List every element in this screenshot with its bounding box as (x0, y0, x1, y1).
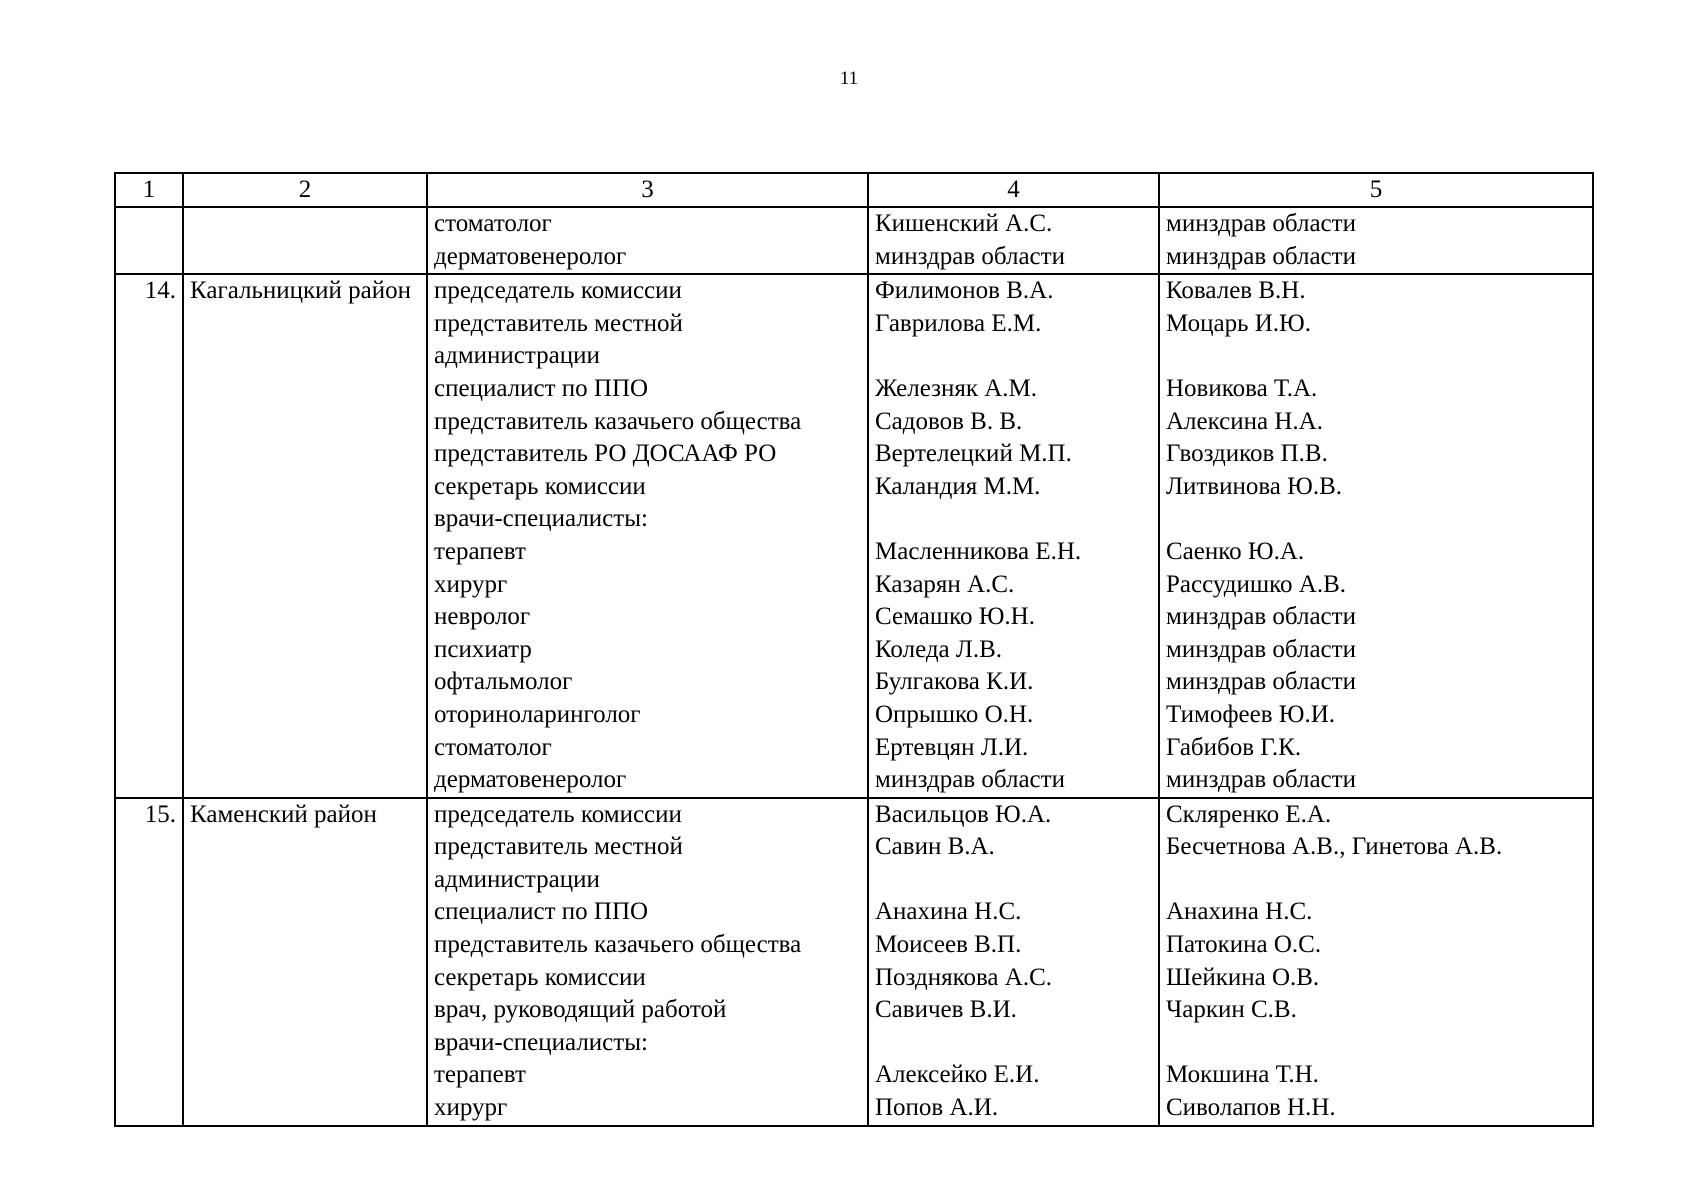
reserve-line: Анахина Н.С. (1166, 898, 1313, 926)
member-line: Моисеев В.П. (875, 931, 1022, 959)
reserve-line (1166, 1027, 1586, 1060)
reserve-line: Мокшина Т.Н. (1166, 1061, 1319, 1089)
member-line: Алексейко Е.И. (875, 1061, 1040, 1089)
member-line: Анахина Н.С. (875, 898, 1022, 926)
reserve-line: Гвоздиков П.В. (1166, 440, 1328, 468)
reserve-cell (1159, 798, 1593, 1126)
role-line: врач, руководящий работой (434, 996, 727, 1024)
member-line: Васильцов Ю.А. (875, 800, 1052, 828)
header-cell-4: 4 (868, 173, 1159, 207)
member-line: Булгакова К.И. (875, 668, 1034, 696)
role-line: хирург (434, 1094, 508, 1122)
member-line: Опрышко О.Н. (875, 700, 1034, 728)
role-cell (427, 798, 868, 1126)
member-line: Масленникова Е.Н. (875, 537, 1082, 565)
member-line: Садовов В. В. (875, 407, 1023, 435)
member-cell (868, 798, 1159, 1126)
reserve-line: Новикова Т.А. (1166, 374, 1318, 402)
district-cell (183, 207, 427, 274)
district-cell: Кагальницкий район (183, 274, 427, 798)
role-line: дерматовенеролог (434, 242, 627, 270)
role-line: председатель комиссии (434, 800, 682, 828)
member-cell (868, 207, 1159, 274)
row-number-cell: 14. (115, 274, 183, 798)
role-line: представитель местной администрации (434, 833, 683, 893)
member-line: Железняк А.М. (875, 374, 1038, 402)
role-line: офтальмолог (434, 668, 573, 696)
member-line: Попов А.И. (875, 1094, 999, 1122)
header-cell-5: 5 (1159, 173, 1593, 207)
reserve-line: Моцарь И.Ю. (1166, 309, 1311, 337)
reserve-line: Бесчетнова А.В., Гинетова А.В. (1166, 833, 1503, 861)
reserve-line: минздрав области (1166, 242, 1356, 270)
role-cell (427, 274, 868, 798)
member-line: Гаврилова Е.М. (875, 309, 1042, 337)
table-header-row (115, 173, 1593, 207)
header-cell-2: 2 (183, 173, 427, 207)
member-line: минздрав области (875, 242, 1065, 270)
reserve-line: Тимофеев Ю.И. (1166, 700, 1336, 728)
page-number: 11 (839, 68, 859, 89)
member-line: Коледа Л.В. (875, 635, 1003, 663)
role-line: терапевт (434, 1061, 526, 1089)
member-line: минздрав области (875, 766, 1065, 794)
table-row (115, 274, 1593, 798)
role-line: представитель РО ДОСААФ РО (434, 440, 777, 468)
role-line: специалист по ППО (434, 374, 649, 402)
role-line: представитель казачьего общества (434, 931, 802, 959)
role-line: невролог (434, 603, 531, 631)
member-line (875, 1027, 1152, 1060)
reserve-line: Алексина Н.А. (1166, 407, 1323, 435)
reserve-line: Патокина О.С. (1166, 931, 1322, 959)
table-row (115, 798, 1593, 1126)
role-line: секретарь комиссии (434, 472, 646, 500)
role-line: специалист по ППО (434, 898, 649, 926)
reserve-line: Скляренко Е.А. (1166, 800, 1332, 828)
commission-table (114, 172, 1594, 1127)
member-line: Вертелецкий М.П. (875, 440, 1072, 468)
member-line: Позднякова А.С. (875, 963, 1053, 991)
role-line: стоматолог (434, 210, 552, 237)
reserve-line: Ковалев В.Н. (1166, 277, 1306, 305)
member-line: Казарян А.С. (875, 570, 1015, 598)
role-line: стоматолог (434, 733, 552, 761)
member-line: Семашко Ю.Н. (875, 603, 1035, 631)
role-line: представитель казачьего общества (434, 407, 802, 435)
role-line: психиатр (434, 635, 532, 663)
reserve-line: Литвинова Ю.В. (1166, 472, 1343, 500)
role-line: секретарь комиссии (434, 963, 646, 991)
reserve-line: Шейкина О.В. (1166, 963, 1320, 991)
header-cell-3: 3 (427, 173, 868, 207)
reserve-line (1166, 503, 1586, 536)
role-line: хирург (434, 570, 508, 598)
reserve-cell (1159, 274, 1593, 798)
district-cell: Каменский район (183, 798, 427, 1126)
reserve-line: минздрав области (1166, 210, 1356, 237)
role-line: дерматовенеролог (434, 766, 627, 794)
reserve-line: Чаркин С.В. (1166, 996, 1297, 1024)
reserve-line: Рассудишко А.В. (1166, 570, 1346, 598)
member-cell (868, 274, 1159, 798)
member-line: Каландия М.М. (875, 472, 1041, 500)
member-line: Савичев В.И. (875, 996, 1017, 1024)
table-row (115, 207, 1593, 274)
role-line: представитель местной администрации (434, 309, 683, 370)
reserve-cell (1159, 207, 1593, 274)
reserve-line: Саенко Ю.А. (1166, 537, 1305, 565)
role-line: терапевт (434, 537, 526, 565)
header-cell-1: 1 (115, 173, 183, 207)
member-line: Кишенский А.С. (875, 210, 1053, 237)
row-number-cell: 15. (115, 798, 183, 1126)
member-line: Савин В.А. (875, 833, 995, 861)
reserve-line: Сиволапов Н.Н. (1166, 1094, 1336, 1122)
role-line: председатель комиссии (434, 277, 682, 305)
role-line: оториноларинголог (434, 700, 641, 728)
member-line (875, 503, 1152, 536)
row-number-cell (115, 207, 183, 274)
role-cell (427, 207, 868, 274)
reserve-line: минздрав области (1166, 668, 1356, 696)
role-line: врачи-специалисты: (434, 505, 648, 533)
reserve-line: минздрав области (1166, 766, 1356, 794)
reserve-line: минздрав области (1166, 635, 1356, 663)
reserve-line: Габибов Г.К. (1166, 733, 1302, 761)
member-line: Филимонов В.А. (875, 277, 1054, 305)
role-line: врачи-специалисты: (434, 1028, 648, 1056)
reserve-line: минздрав области (1166, 603, 1356, 631)
member-line: Ертевцян Л.И. (875, 733, 1029, 761)
